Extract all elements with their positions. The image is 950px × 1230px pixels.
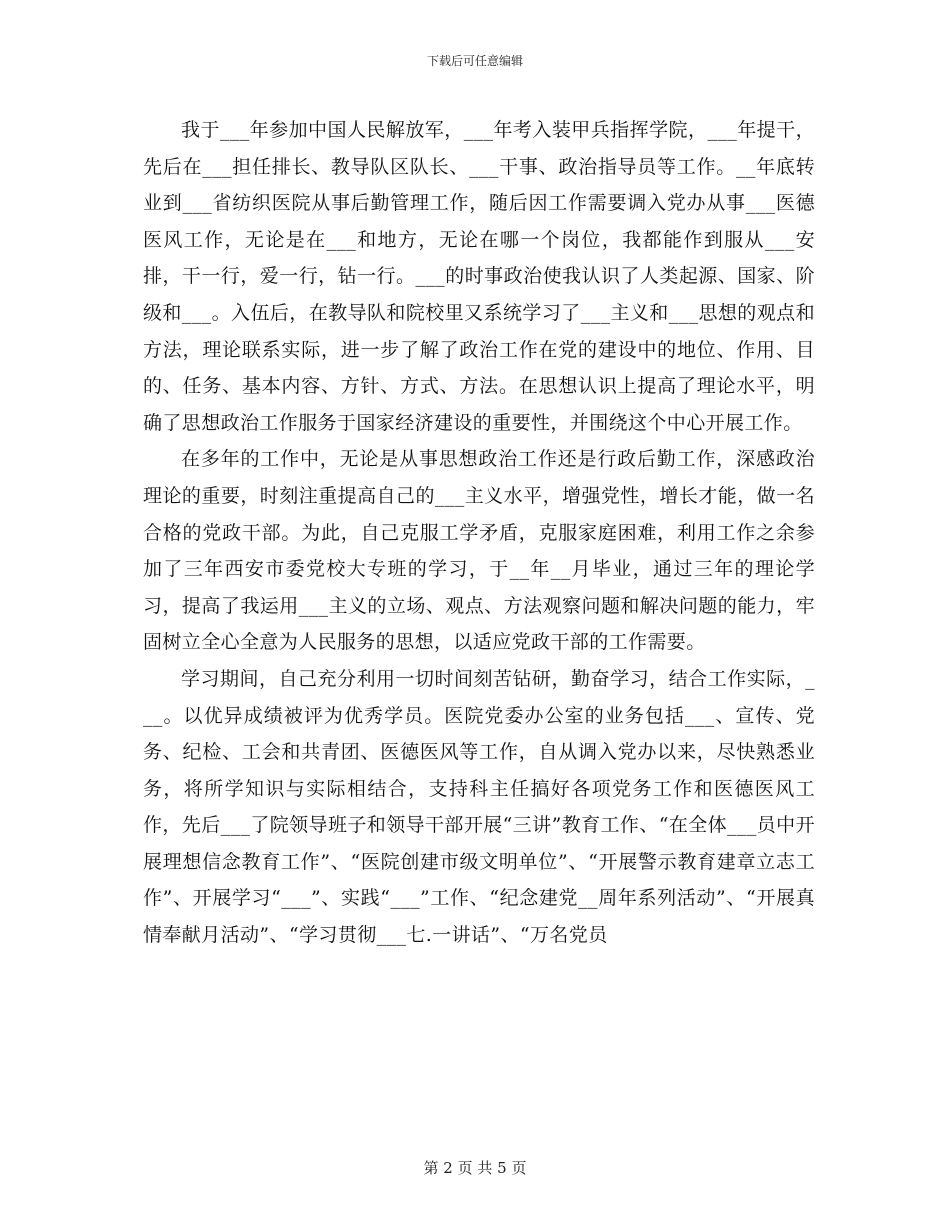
page-footer xyxy=(0,1158,950,1178)
page-header xyxy=(0,53,950,69)
document-body xyxy=(143,112,815,954)
paragraph-2: 在多年的工作中，无论是从事思想政治工作还是行政后勤工作，深感政治理论的重要，时刻注重提高自己的___主义水平，增强党性，增长才能，做一名合格的党政干部。为此，自己克服工学矛盾，克服家庭困难，利用工作之余参加了三年西安市委党校大专班的学习，于__年__月毕业，通过三年的理论学习，提高了我运用___主义的立场、观点、方法观察问题和解决问题的能力，牢固树立全心全意为人民服务的思想，以适应党政干部的工作需要。 xyxy=(143,448,815,654)
paragraph-1: 我于___年参加中国人民解放军，___年考入装甲兵指挥学院，___年提干，先后在___担任排长、教导队区队长、___干事、政治指导员等工作。__年底转业到___省纺织医院从事后勤管理工作，随后因工作需要调入党办从事___医德医风工作，无论是在___和地方，无论在哪一个岗位，我都能作到服从___安排，干一行，爱一行，钻一行。___的时事政治使我认识了人类起源、国家、阶级和___。入伍后，在教导队和院校里又系统学习了___主义和___思想的观点和方法，理论联系实际，进一步了解了政治工作在党的建设中的地位、作用、目的、任务、基本内容、方针、方式、方法。在思想认识上提高了理论水平，明确了思想政治工作服务于国家经济建设的重要性，并围绕这个中心开展工作。 xyxy=(143,119,815,434)
paragraph-3: 学习期间，自己充分利用一切时间刻苦钻研，勤奋学习，结合工作实际，___。以优异成绩被评为优秀学员。医院党委办公室的业务包括___、宣传、党务、纪检、工会和共青团、医德医风等工作，自从调入党办以来，尽快熟悉业务，将所学知识与实际相结合，支持科主任搞好各项党务工作和医德医风工作，先后___了院领导班子和领导干部开展“三讲”教育工作、“在全体___员中开展理想信念教育工作”、“医院创建市级文明单位”、“开展警示教育建章立志工作”、开展学习“___”、实践“___”工作、“纪念建党__周年系列活动”、“开展真情奉献月活动”、“学习贯彻___七.一讲话”、“万名党员 xyxy=(143,667,815,947)
page-number: 第 2 页 共 5 页 xyxy=(423,1159,527,1177)
header-text: 下载后可任意编辑 xyxy=(426,54,523,68)
